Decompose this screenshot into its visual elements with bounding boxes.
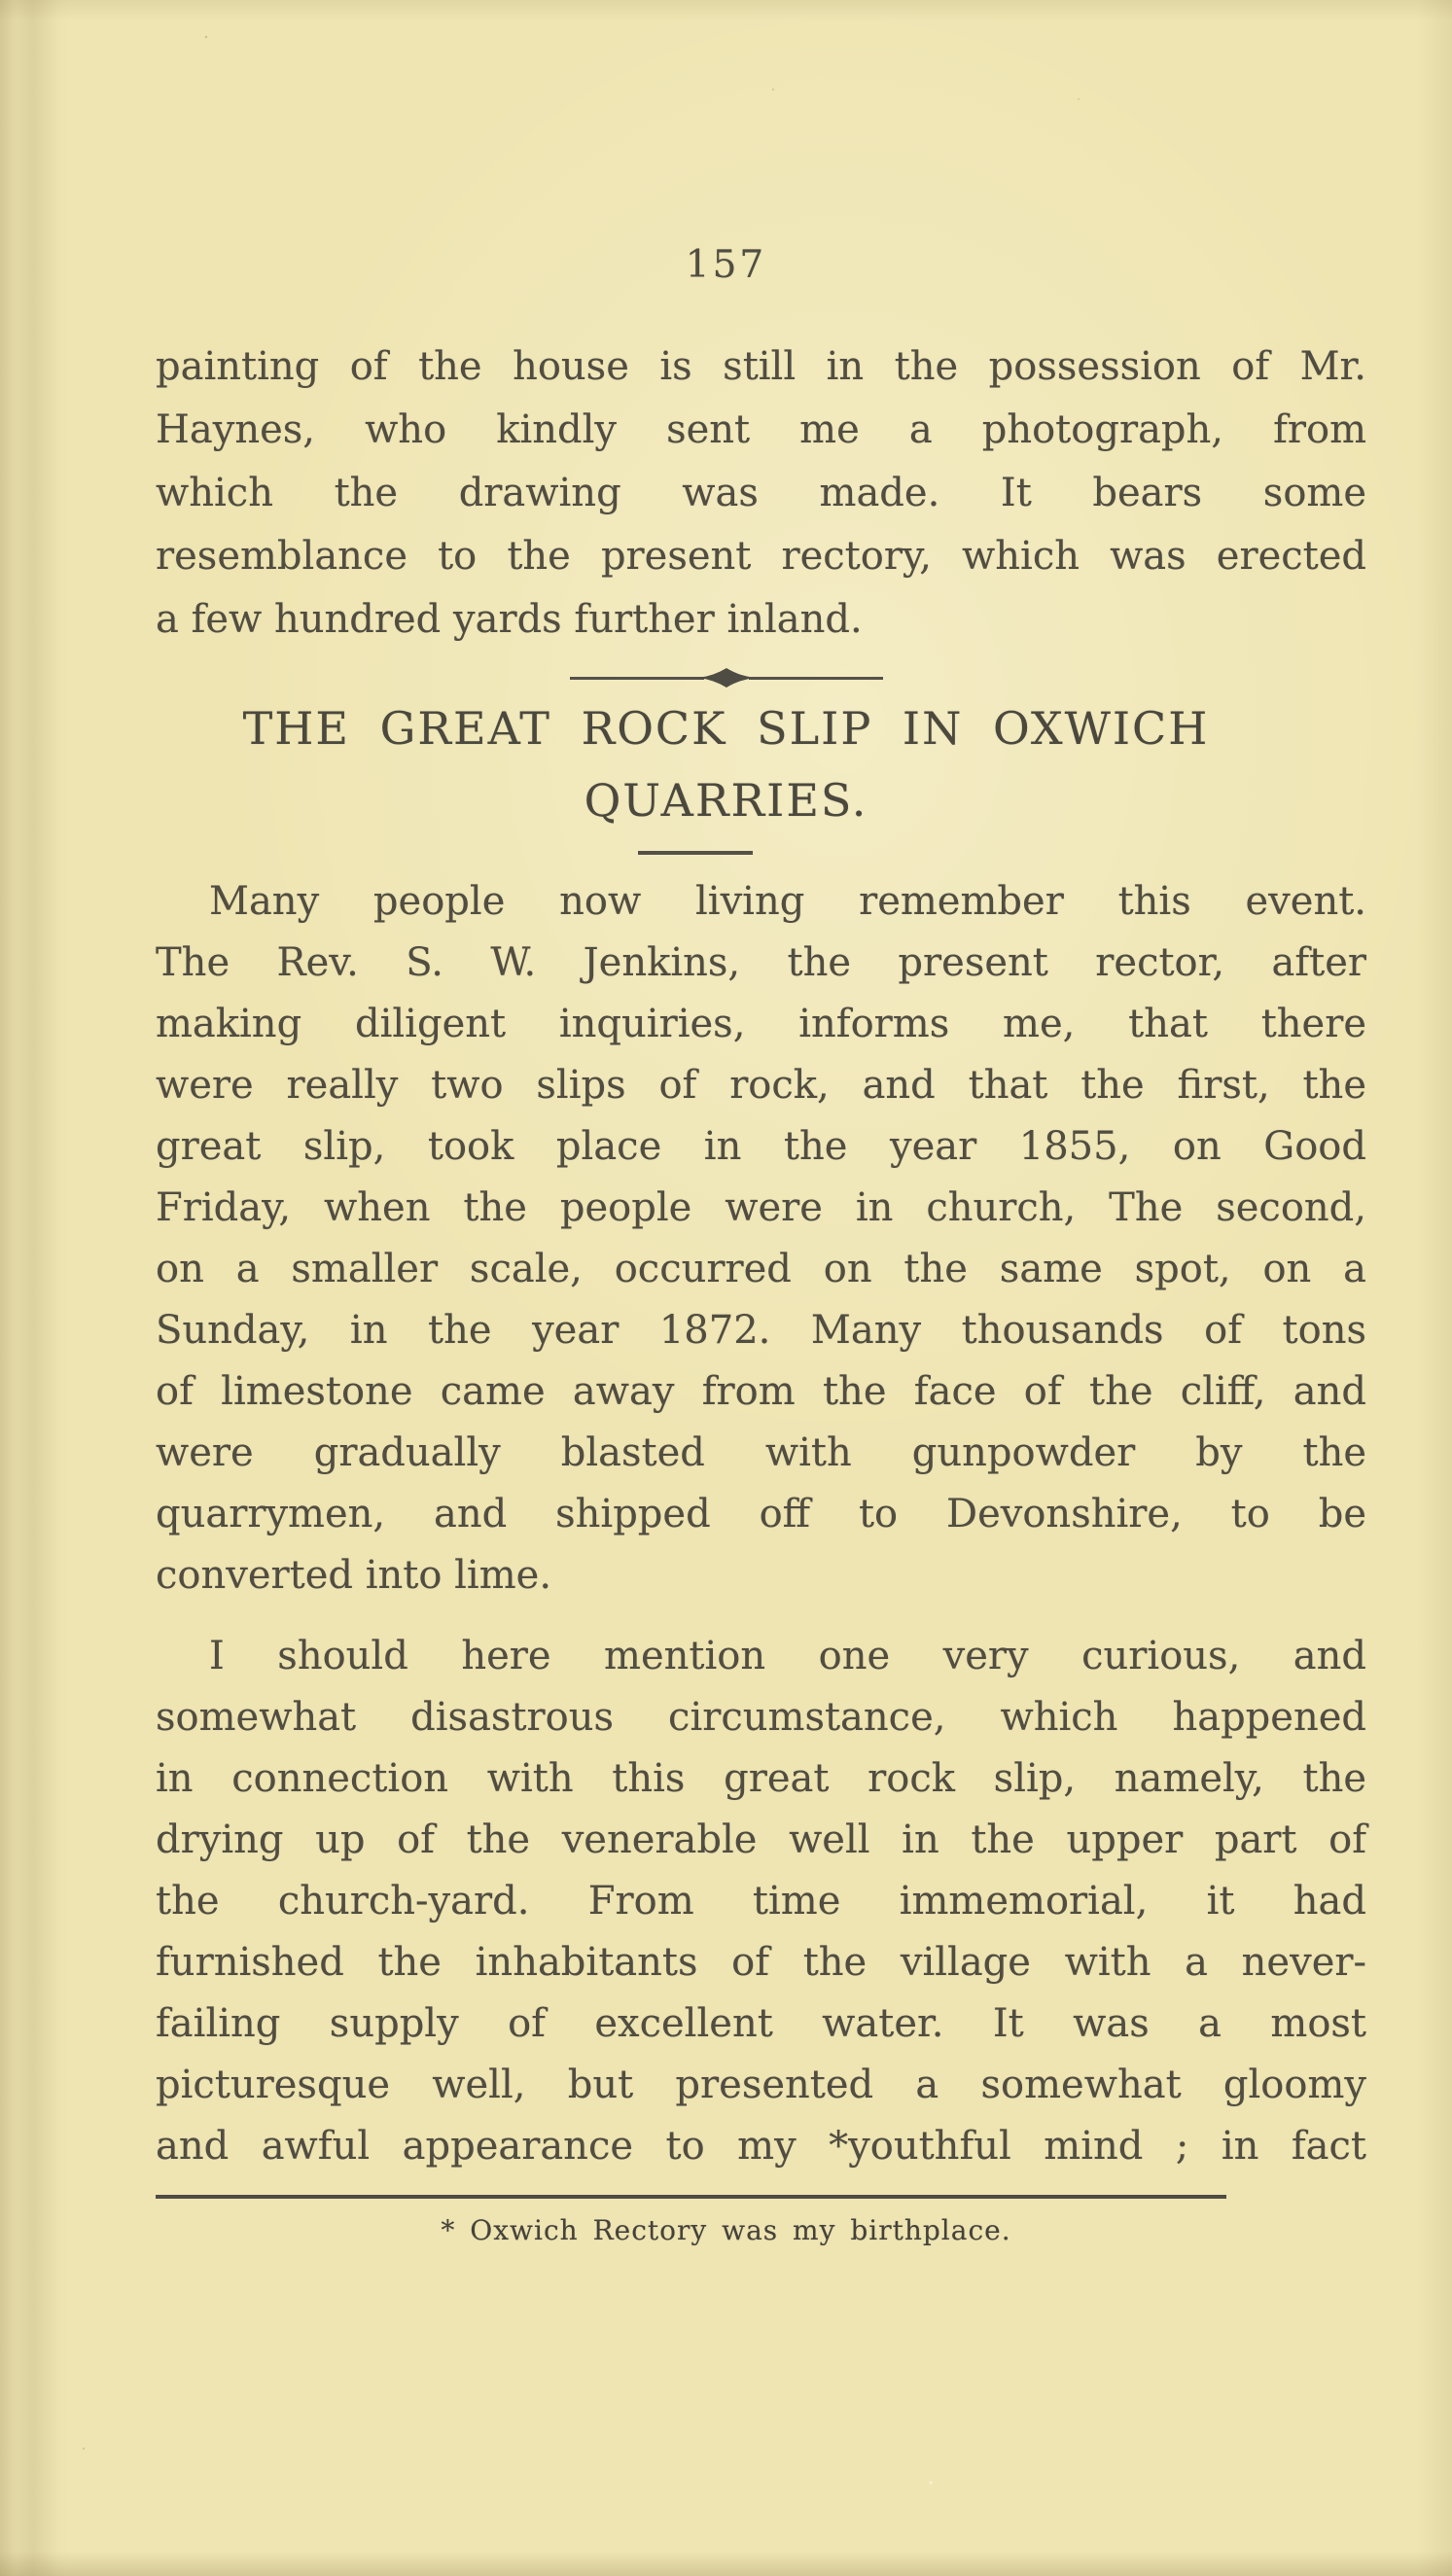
text-line: which the drawing was made. It bears some (156, 471, 1366, 515)
heading-line-1: THE GREAT ROCK SLIP IN OXWICH (242, 702, 1210, 755)
section-divider (0, 667, 1452, 688)
text-line: a few hundred yards further inland. (156, 597, 863, 642)
text-line: Many people now living remember this event. (209, 879, 1366, 924)
text-line: of limestone came away from the face of the cliff, and (156, 1369, 1366, 1414)
diamond-ornament (698, 667, 755, 688)
paragraph-intro-continuation (156, 335, 1366, 652)
text-line: great slip, took place in the year 1855, on Good (156, 1124, 1366, 1169)
text-line: in connection with this great rock slip, namely, the (156, 1756, 1366, 1801)
text-line: painting of the house is still in the possession of Mr. (156, 344, 1366, 389)
text-line: failing supply of excellent water. It was a most (156, 2001, 1366, 2046)
heading-rule (638, 851, 753, 855)
divider-line-right (749, 677, 883, 680)
text-line: I should here mention one very curious, and (209, 1634, 1366, 1678)
text-line: quarrymen, and shipped off to Devonshire, to be (156, 1492, 1366, 1536)
text-line: somewhat disastrous circumstance, which happened (156, 1695, 1366, 1740)
footnote: * Oxwich Rectory was my birthplace. (441, 2214, 1011, 2246)
text-line: Haynes, who kindly sent me a photograph, from (156, 407, 1366, 452)
text-line: making diligent inquiries, informs me, that there (156, 1002, 1366, 1046)
text-line: Friday, when the people were in church, The second, (156, 1185, 1366, 1230)
footnote-rule (156, 2195, 1226, 2199)
text-line: converted into lime. (156, 1553, 552, 1598)
divider-line-left (570, 677, 704, 680)
text-line: were really two slips of rock, and that the first, the (156, 1063, 1366, 1108)
text-line: furnished the inhabitants of the village with a never- (156, 1940, 1366, 1985)
text-line: The Rev. S. W. Jenkins, the present rector, after (156, 940, 1366, 985)
paragraph-rock-slip (156, 871, 1366, 1606)
text-line: on a smaller scale, occurred on the same spot, on a (156, 1247, 1366, 1291)
section-heading (0, 692, 1452, 836)
text-line: drying up of the venerable well in the upper part of (156, 1817, 1366, 1862)
text-line: and awful appearance to my *youthful mind ; in fact (156, 2124, 1366, 2169)
text-line: were gradually blasted with gunpowder by the (156, 1430, 1366, 1475)
text-line: Sunday, in the year 1872. Many thousands of tons (156, 1308, 1366, 1353)
text-line: picturesque well, but presented a somewhat gloomy (156, 2063, 1366, 2107)
paragraph-well-story (156, 1626, 1366, 2177)
heading-line-2: QUARRIES. (584, 774, 868, 827)
page-number: 157 (685, 243, 767, 287)
text-line: the church-yard. From time immemorial, it had (156, 1879, 1366, 1923)
text-line: resemblance to the present rectory, which was erected (156, 534, 1366, 579)
